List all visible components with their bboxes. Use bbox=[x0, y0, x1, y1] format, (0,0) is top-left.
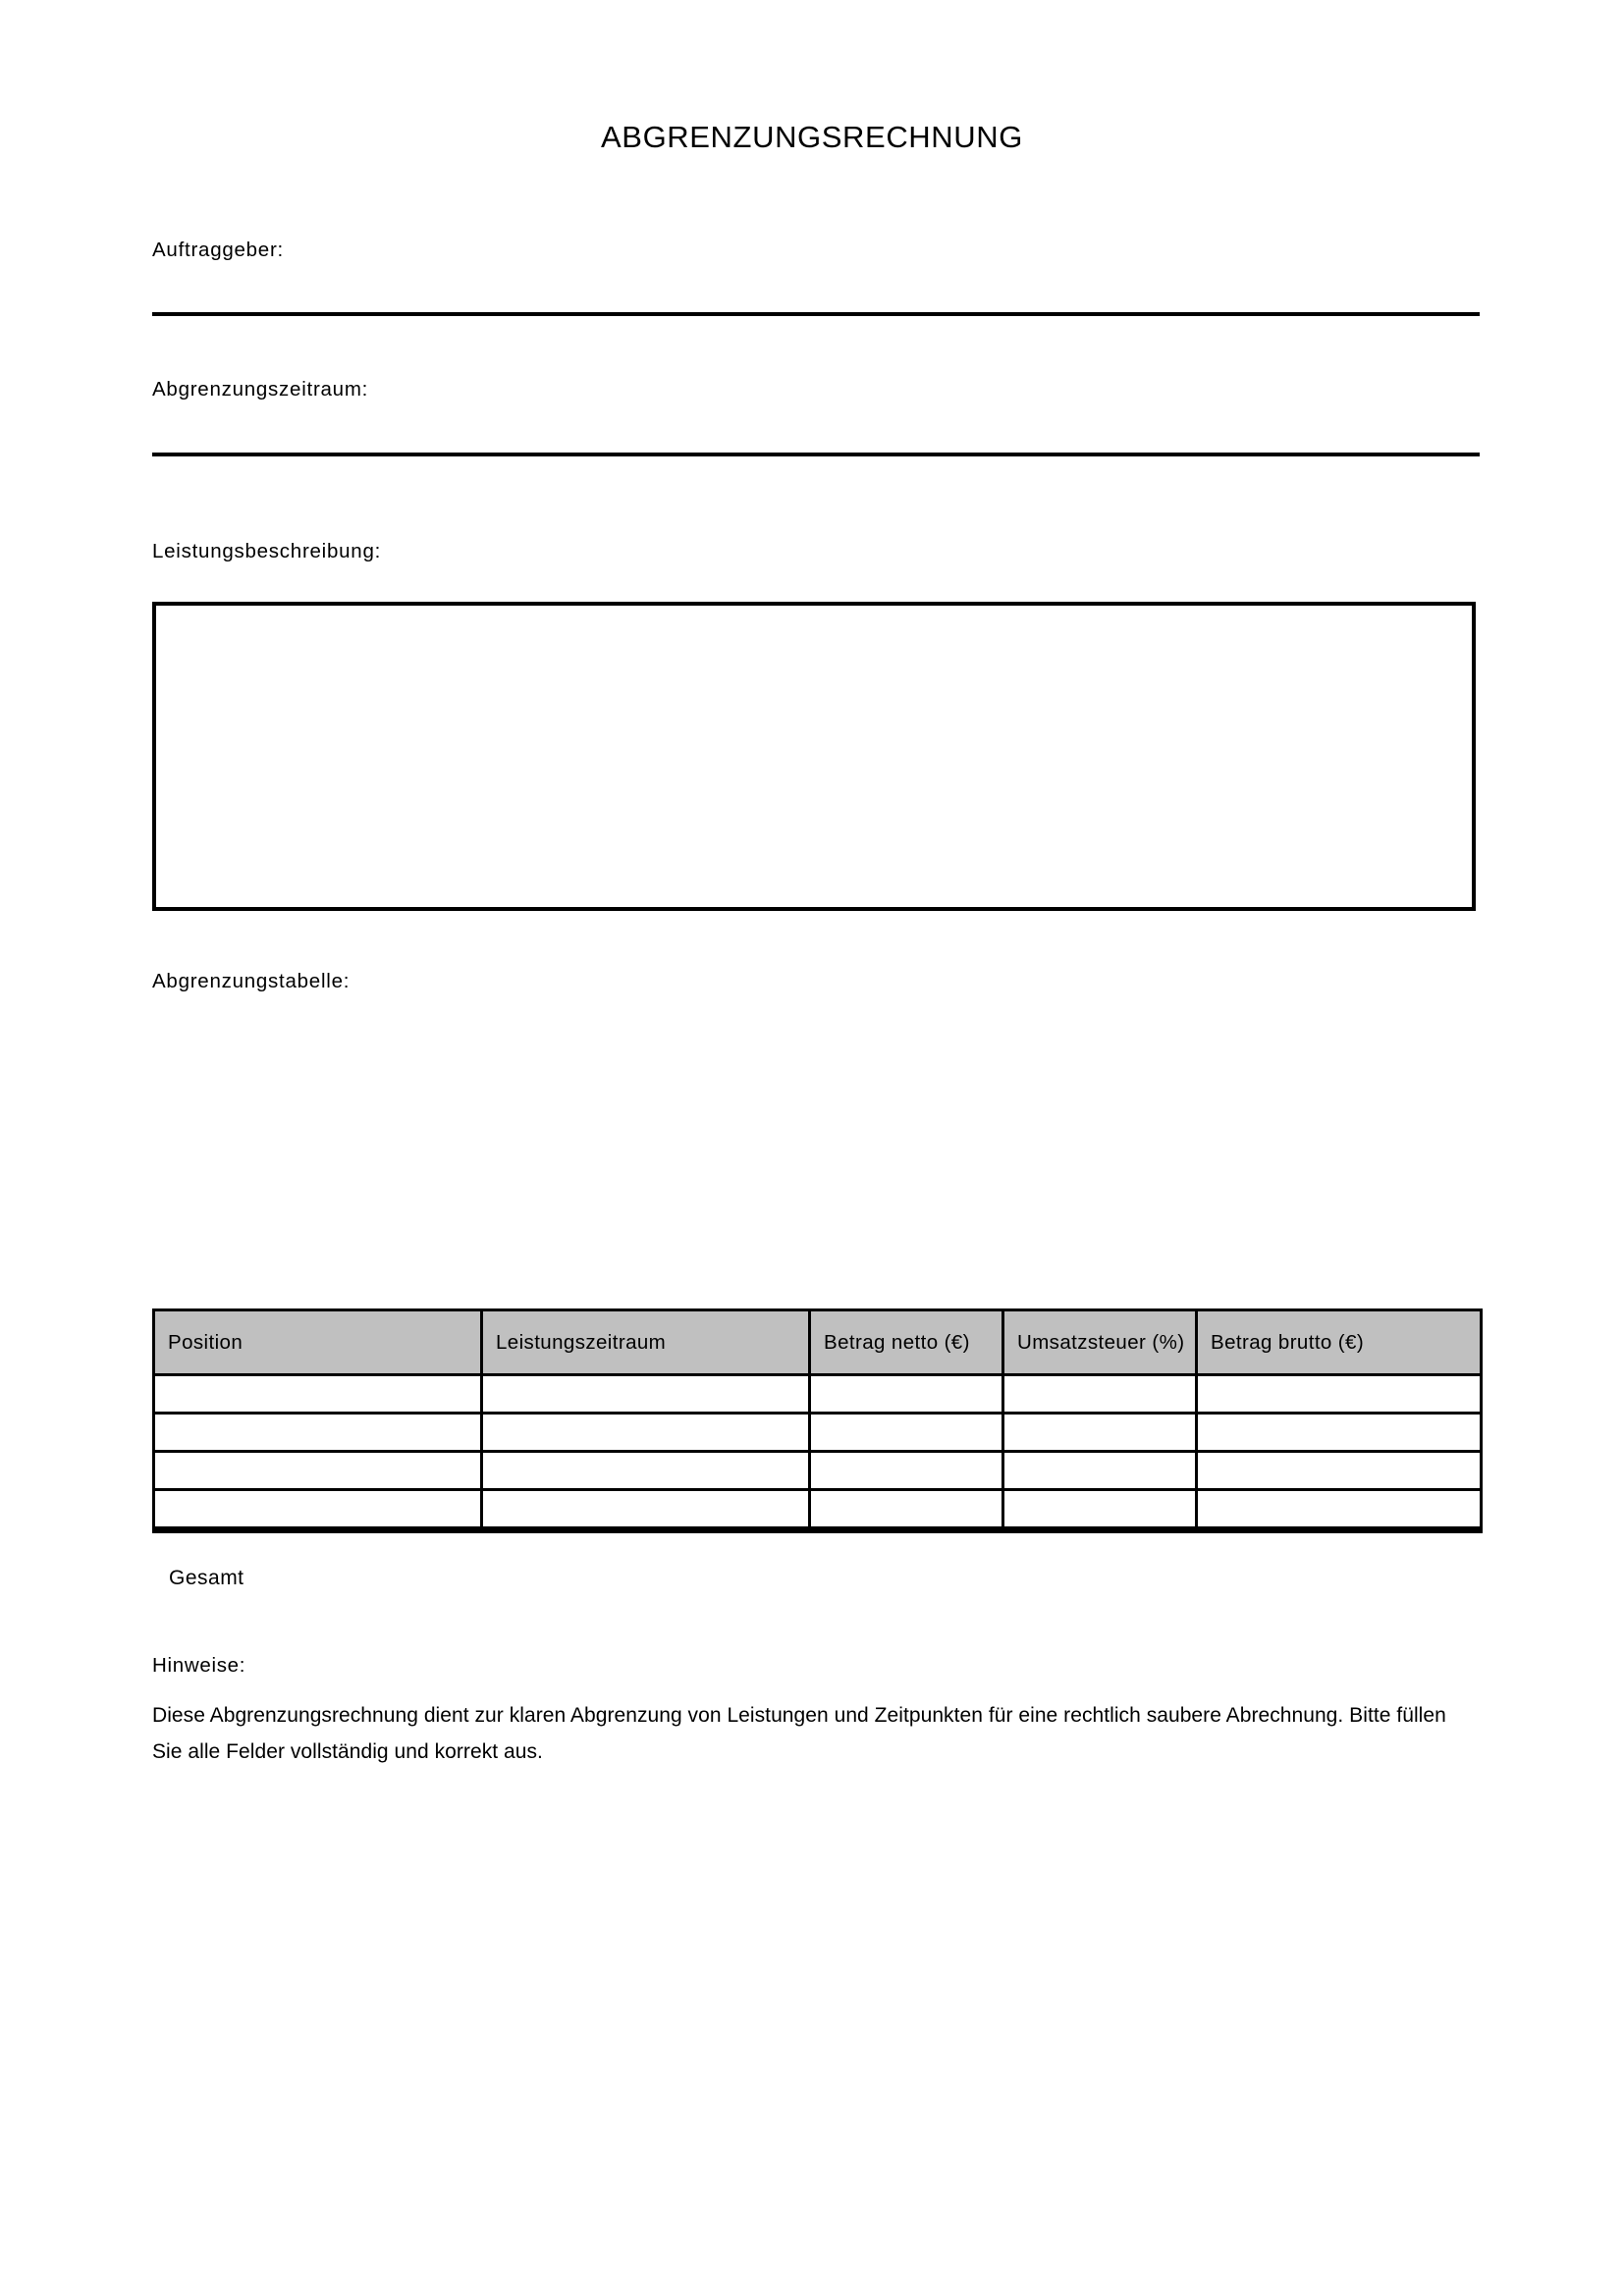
period-label: Abgrenzungszeitraum: bbox=[152, 378, 369, 400]
table-label: Abgrenzungstabelle: bbox=[152, 970, 351, 992]
column-header-betrag-netto bbox=[810, 1310, 1003, 1375]
client-input-line[interactable] bbox=[152, 312, 1480, 316]
column-header-umsatzsteuer-text: Umsatzsteuer (%) bbox=[1017, 1330, 1185, 1354]
cell-betrag-netto[interactable] bbox=[810, 1452, 1003, 1490]
column-header-leistungszeitraum bbox=[482, 1310, 810, 1375]
cell-betrag-brutto[interactable] bbox=[1197, 1375, 1482, 1414]
column-header-betrag-brutto-text: Betrag brutto (€) bbox=[1211, 1330, 1365, 1354]
table-row bbox=[154, 1452, 1482, 1490]
client-label: Auftraggeber: bbox=[152, 239, 284, 261]
cell-betrag-netto[interactable] bbox=[810, 1375, 1003, 1414]
cell-leistungszeitraum[interactable] bbox=[482, 1414, 810, 1452]
description-label: Leistungsbeschreibung: bbox=[152, 540, 382, 562]
abgrenzungs-table-wrapper bbox=[152, 1308, 1480, 1533]
page-title: ABGRENZUNGSRECHNUNG bbox=[601, 120, 1023, 154]
cell-position[interactable] bbox=[154, 1490, 482, 1530]
table-body bbox=[154, 1375, 1482, 1530]
column-header-position bbox=[154, 1310, 482, 1375]
cell-position[interactable] bbox=[154, 1452, 482, 1490]
table-row bbox=[154, 1490, 1482, 1530]
column-header-leistungszeitraum-text: Leistungszeitraum bbox=[496, 1330, 667, 1354]
table-row bbox=[154, 1414, 1482, 1452]
total-label: Gesamt bbox=[169, 1567, 244, 1589]
table-header-row bbox=[154, 1310, 1482, 1375]
period-input-line[interactable] bbox=[152, 453, 1480, 456]
cell-umsatzsteuer[interactable] bbox=[1003, 1414, 1197, 1452]
cell-position[interactable] bbox=[154, 1414, 482, 1452]
cell-umsatzsteuer[interactable] bbox=[1003, 1490, 1197, 1530]
description-textarea[interactable] bbox=[152, 602, 1476, 911]
column-header-betrag-brutto bbox=[1197, 1310, 1482, 1375]
cell-position[interactable] bbox=[154, 1375, 482, 1414]
cell-leistungszeitraum[interactable] bbox=[482, 1490, 810, 1530]
cell-leistungszeitraum[interactable] bbox=[482, 1452, 810, 1490]
abgrenzungs-table bbox=[152, 1308, 1483, 1533]
column-header-umsatzsteuer bbox=[1003, 1310, 1197, 1375]
notes-title: Hinweise: bbox=[152, 1654, 246, 1677]
cell-leistungszeitraum[interactable] bbox=[482, 1375, 810, 1414]
notes-text: Diese Abgrenzungsrechnung dient zur klaren Abgrenzung von Leistungen und Zeitpunkten für eine rechtlich saubere Abrechnung. Bitte füllen Sie alle Felder vollständig und korrekt aus. bbox=[152, 1704, 1446, 1763]
cell-umsatzsteuer[interactable] bbox=[1003, 1452, 1197, 1490]
cell-betrag-netto[interactable] bbox=[810, 1490, 1003, 1530]
cell-betrag-brutto[interactable] bbox=[1197, 1490, 1482, 1530]
cell-umsatzsteuer[interactable] bbox=[1003, 1375, 1197, 1414]
cell-betrag-brutto[interactable] bbox=[1197, 1452, 1482, 1490]
table-row bbox=[154, 1375, 1482, 1414]
cell-betrag-brutto[interactable] bbox=[1197, 1414, 1482, 1452]
cell-betrag-netto[interactable] bbox=[810, 1414, 1003, 1452]
column-header-betrag-netto-text: Betrag netto (€) bbox=[824, 1330, 970, 1354]
column-header-position-text: Position bbox=[168, 1330, 244, 1354]
